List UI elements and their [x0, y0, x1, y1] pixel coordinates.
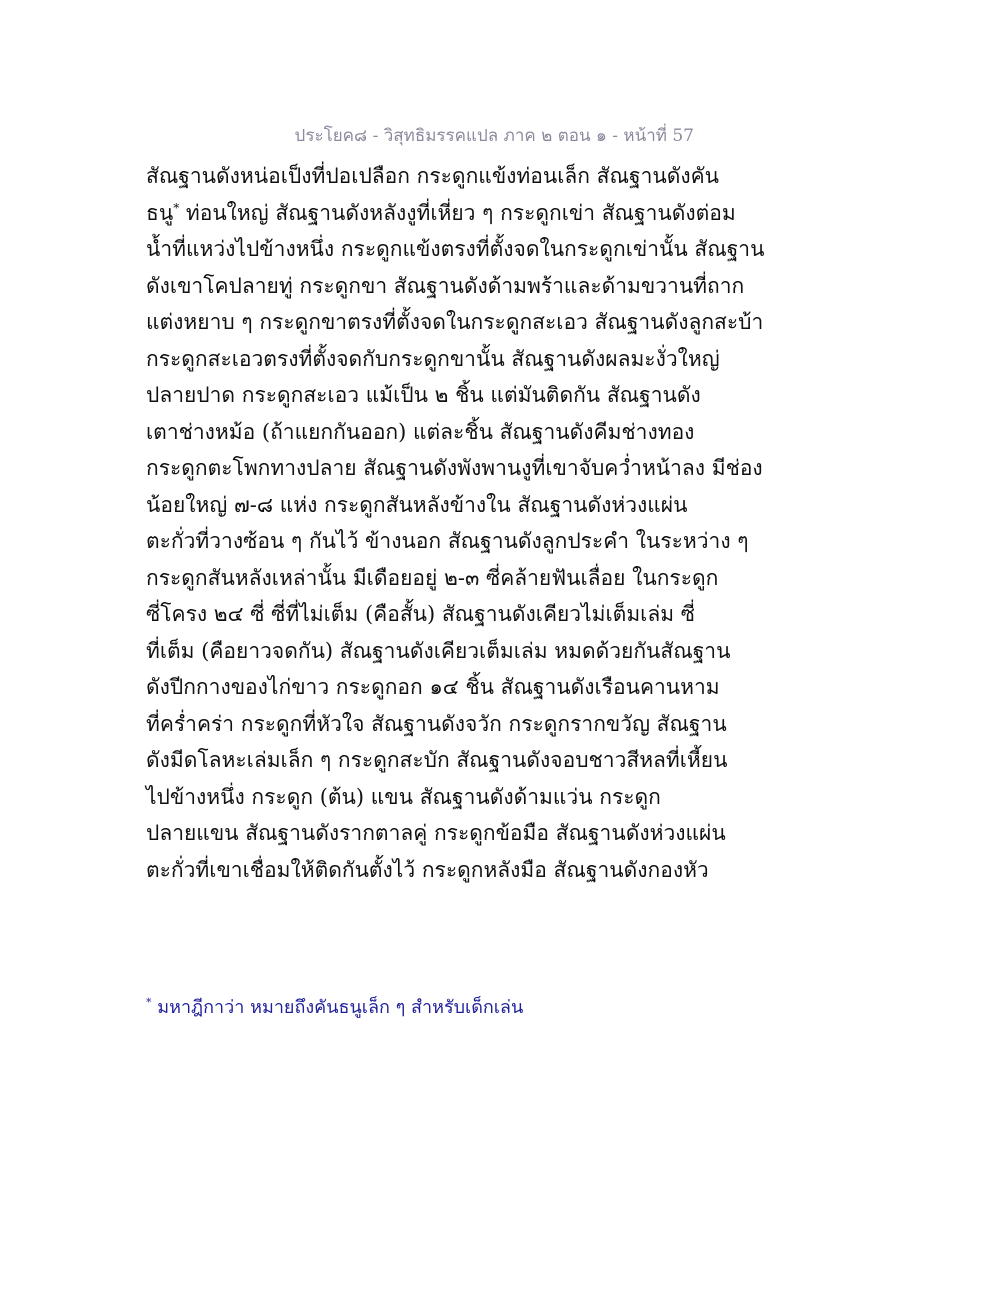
text-line-19: ปลายแขน สัณฐานดังรากตาลคู่ กระดูกข้อมือ สัณฐานดังห่วงแผ่น [146, 821, 726, 845]
text-line-20: ตะกั่วที่เขาเชื่อมให้ติดกันตั้งไว้ กระดูกหลังมือ สัณฐานดังกองหัว [146, 857, 709, 882]
text-line-17: ดังมีดโลหะเล่มเล็ก ๆ กระดูกสะบัก สัณฐานดังจอบชาวสีหลที่เหี้ยน [146, 748, 728, 772]
text-line-2-start: ธนู [146, 200, 174, 225]
text-line-4: ดังเขาโคปลายทู่ กระดูกขา สัณฐานดังด้ามพร้าและด้ามขวานที่ถาก [146, 273, 745, 298]
footnote-reference-marker: * [173, 200, 180, 215]
text-line-13: ซี่โครง ๒๔ ซี่ ซี่ที่ไม่เต็ม (คือสั้น) สัณฐานดังเคียวไม่เต็มเล่ม ซี่ [146, 602, 695, 626]
text-line-2 [146, 195, 746, 232]
text-line-9: กระดูกตะโพกทางปลาย สัณฐานดังพังพานงูที่เขาจับคว่ำหน้าลง มีช่อง [146, 456, 763, 480]
text-line-16: ที่คร่ำคร่า กระดูกที่หัวใจ สัณฐานดังจวัก กระดูกรากขวัญ สัณฐาน [146, 711, 727, 736]
footnote [146, 992, 746, 1021]
footnote-text: มหาฎีกาว่า หมายถึงคันธนูเล็ก ๆ สำหรับเด็กเล่น [151, 997, 524, 1018]
text-line-8: เตาช่างหม้อ (ถ้าแยกกันออก) แต่ละชิ้น สัณฐานดังคีมช่างทอง [146, 419, 695, 444]
text-line-7: ปลายปาด กระดูกสะเอว แม้เป็น ๒ ชิ้น แต่มันติดกัน สัณฐานดัง [146, 383, 701, 407]
text-line-6: กระดูกสะเอวตรงที่ตั้งจดกับกระดูกขานั้น สัณฐานดังผลมะงั่วใหญ่ [146, 346, 720, 371]
text-line-3: น้ำที่แหว่งไปข้างหนึ่ง กระดูกแข้งตรงที่ตั้งจดในกระดูกเข่านั้น สัณฐาน [146, 237, 765, 261]
text-line-18: ไปข้างหนึ่ง กระดูก (ต้น) แขน สัณฐานดังด้ามแว่น กระดูก [146, 784, 661, 809]
text-line-2-rest: ท่อนใหญ่ สัณฐานดังหลังงูที่เหี่ยว ๆ กระดูกเข่า สัณฐานดังต่อม [179, 200, 736, 225]
footnote-marker: * [146, 996, 152, 1009]
text-line-1: สัณฐานดังหน่อเป็งที่ปอเปลือก กระดูกแข้งท่อนเล็ก สัณฐานดังคัน [146, 164, 720, 188]
body-text [146, 158, 765, 888]
text-line-15: ดังปีกกางของไก่ขาว กระดูกอก ๑๔ ชิ้น สัณฐานดังเรือนคานหาม [146, 675, 720, 699]
text-line-12: กระดูกสันหลังเหล่านั้น มีเดือยอยู่ ๒-๓ ซี่คล้ายฟันเลื่อย ในกระดูก [146, 565, 719, 590]
text-line-11: ตะกั่วที่วางซ้อน ๆ กันไว้ ข้างนอก สัณฐานดังลูกประคำ ในระหว่าง ๆ [146, 529, 749, 553]
text-line-14: ที่เต็ม (คือยาวจดกัน) สัณฐานดังเคียวเต็มเล่ม หมดด้วยกันสัณฐาน [146, 638, 731, 663]
text-line-5: แต่งหยาบ ๆ กระดูกขาตรงที่ตั้งจดในกระดูกสะเอว สัณฐานดังลูกสะบ้า [146, 310, 764, 334]
running-header: ประโยค๘ - วิสุทธิมรรคแปล ภาค ๒ ตอน ๑ - หน้าที่ 57 [294, 126, 694, 146]
text-line-10: น้อยใหญ่ ๗-๘ แห่ง กระดูกสันหลังข้างใน สัณฐานดังห่วงแผ่น [146, 492, 688, 517]
